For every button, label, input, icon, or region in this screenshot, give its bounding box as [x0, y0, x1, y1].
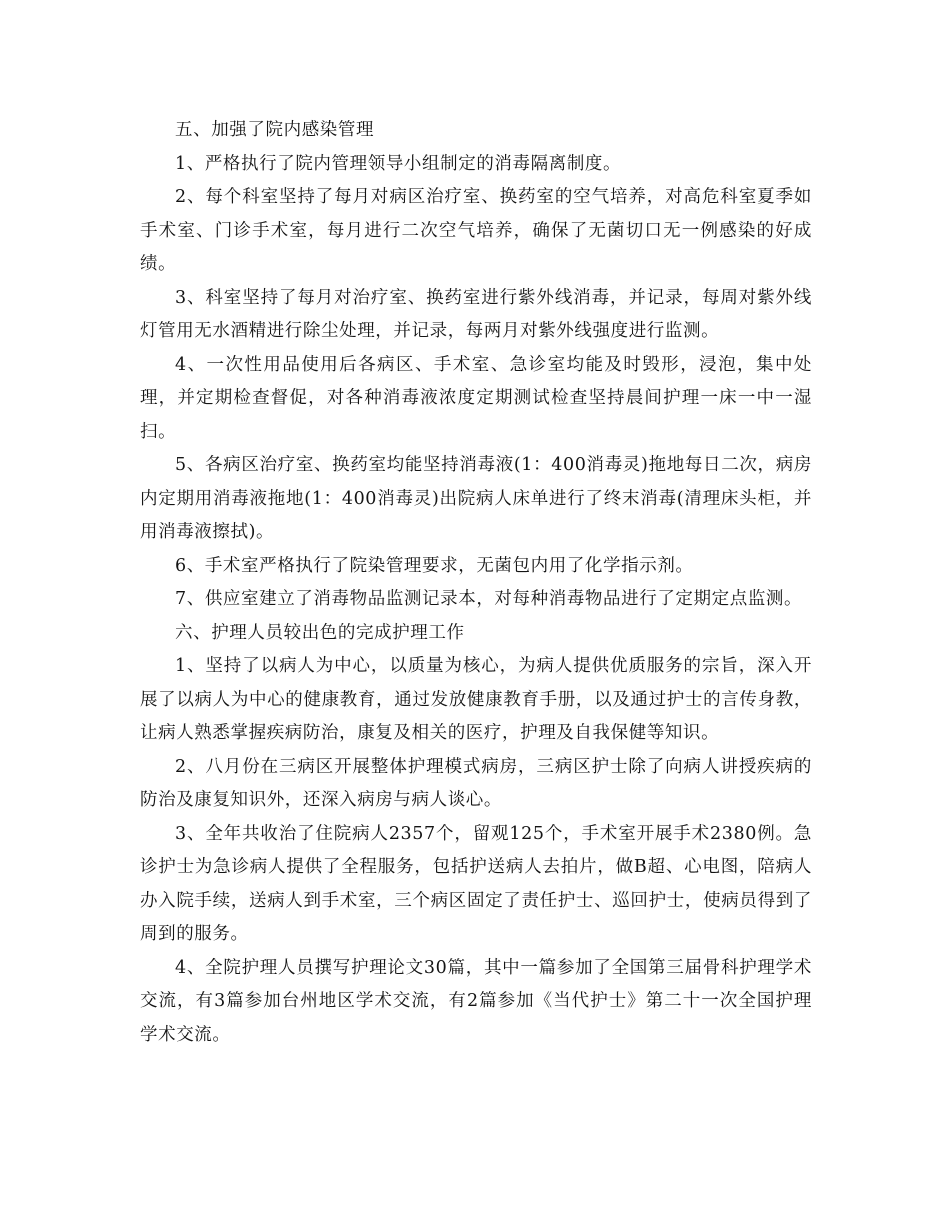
- paragraph-item-5: 5、各病区治疗室、换药室均能坚持消毒液(1：400消毒灵)拖地每日二次，病房内定期用消毒液拖地(1：400消毒灵)出院病人床单进行了终末消毒(清理床头柜，并用消毒液擦拭)。: [140, 455, 812, 542]
- paragraph-item-7: 7、供应室建立了消毒物品监测记录本，对每种消毒物品进行了定期定点监测。: [175, 589, 803, 609]
- paragraph-item-4: 4、一次性用品使用后各病区、手术室、急诊室均能及时毁形，浸泡，集中处理，并定期检查督促，对各种消毒液浓度定期测试检查坚持晨间护理一床一中一湿扫。: [140, 354, 812, 442]
- paragraph-item-1: 1、严格执行了院内管理领导小组制定的消毒隔离制度。: [175, 153, 622, 174]
- paragraph-nursing-3: 3、全年共收治了住院病人2357个，留观125个，手术室开展手术2380例。急诊护士为急诊病人提供了全程服务，包括护送病人去拍片，做B超、心电图，陪病人办入院手续，送病人到手术室，三个病区固定了责任护士、巡回护士，使病员得到了周到的服务。: [140, 823, 812, 944]
- paragraph-nursing-2: 2、八月份在三病区开展整体护理模式病房，三病区护士除了向病人讲授疾病的防治及康复知识外，还深入病房与病人谈心。: [140, 756, 812, 810]
- document-body: [140, 114, 812, 1052]
- paragraph-item-2: 2、每个科室坚持了每月对病区治疗室、换药室的空气培养，对高危科室夏季如手术室、门诊手术室，每月进行二次空气培养，确保了无菌切口无一例感染的好成绩。: [140, 187, 812, 274]
- section-heading-nursing-work: 六、护理人员较出色的完成护理工作: [175, 622, 465, 643]
- section-heading-infection-control: 五、加强了院内感染管理: [175, 120, 375, 140]
- paragraph-item-6: 6、手术室严格执行了院染管理要求，无菌包内用了化学指示剂。: [175, 555, 694, 576]
- paragraph-nursing-4: 4、全院护理人员撰写护理论文30篇，其中一篇参加了全国第三届骨科护理学术交流，有3篇参加台州地区学术交流，有2篇参加《当代护士》第二十一次全国护理学术交流。: [140, 957, 812, 1045]
- paragraph-nursing-1: 1、坚持了以病人为中心，以质量为核心，为病人提供优质服务的宗旨，深入开展了以病人为中心的健康教育，通过发放健康教育手册，以及通过护士的言传身教，让病人熟悉掌握疾病防治，康复及相关的医疗，护理及自我保健等知识。: [140, 656, 812, 743]
- paragraph-item-3: 3、科室坚持了每月对治疗室、换药室进行紫外线消毒，并记录，每周对紫外线灯管用无水酒精进行除尘处理，并记录，每两月对紫外线强度进行监测。: [140, 287, 812, 341]
